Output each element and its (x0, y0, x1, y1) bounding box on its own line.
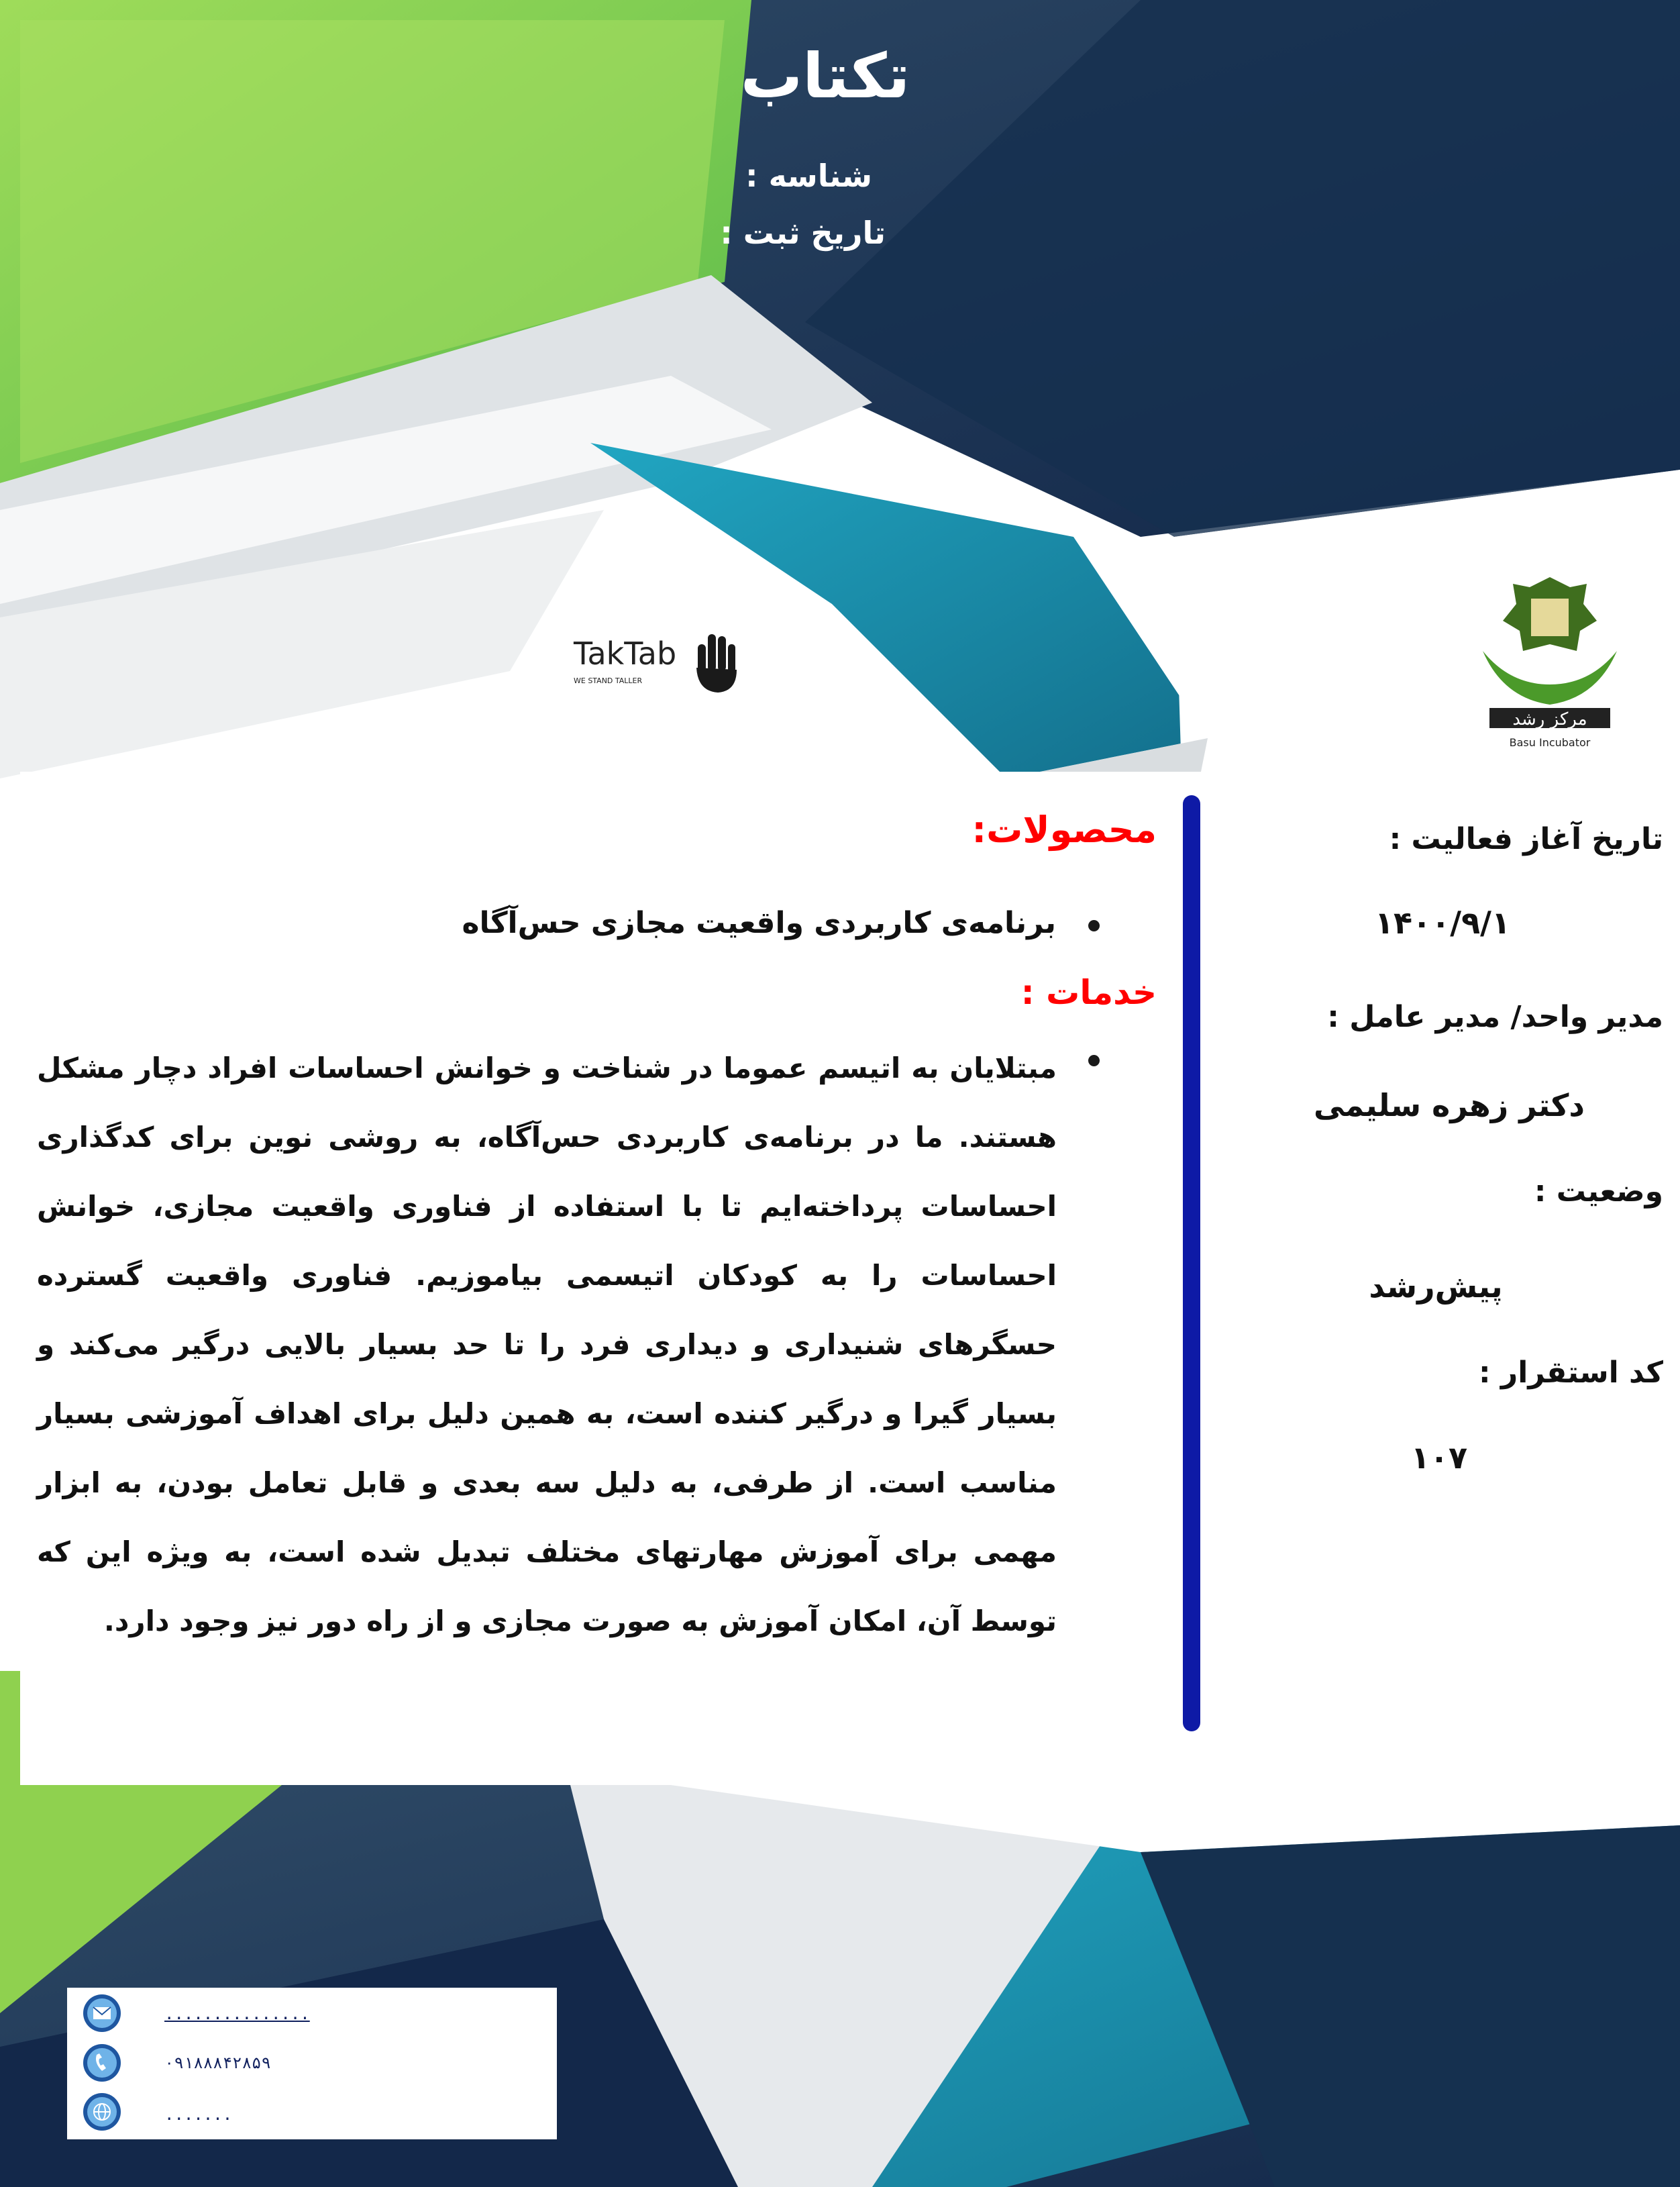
email-link[interactable]: ............... (164, 2004, 310, 2023)
taktab-wordmark: TakTab (574, 635, 677, 672)
products-heading: محصولات: (972, 809, 1157, 851)
placement-code-value: ۱۰۷ (1410, 1439, 1468, 1476)
web-icon (82, 2092, 122, 2132)
taktab-tagline: WE STAND TALLER (574, 676, 643, 685)
manager-label: مدیر واحد/ مدیر عامل : (1327, 1000, 1663, 1034)
incubator-caption: Basu Incubator (1509, 736, 1591, 749)
manager-value: دکتر زهره سلیمی (1313, 1087, 1585, 1123)
incubator-logo (1476, 570, 1624, 752)
hand-icon (696, 634, 737, 693)
registration-date-label: تاریخ ثبت : (720, 215, 886, 251)
contact-box (67, 1988, 557, 2139)
start-date-label: تاریخ آغاز فعالیت : (1389, 822, 1663, 856)
service-bullet (1088, 1055, 1100, 1066)
website-link[interactable]: ....... (164, 2105, 233, 2124)
column-divider (1183, 795, 1200, 1731)
page-title: تکتاب (740, 40, 910, 112)
services-description: مبتلایان به اتیسم عموما در شناخت و خوانش احساسات افراد دچار مشکل هستند. ما در برنامه‌ی کاربردی حس‌آگاه، به روشی نوین برای کدگذاری احساسات پرداخته‌ایم تا با استفاده از فناوری واقعیت مجازی، خوانش احساسات را به کودکان اتیسمی بیاموزیم. فناوری واقعیت گسترده حسگرهای شنیداری و دیداری فرد را تا حد بسیار بالایی درگیر می‌کند و بسیار گیرا و درگیر کننده است، به همین دلیل برای اهداف آموزشی بسیار مناسب است. از طرفی، به دلیل سه بعدی و قابل تعامل بودن، به ابزار مهمی برای آموزش مهارتهای مختلف تبدیل شده است، به ویژه این که توسط آن، امکان آموزش به صورت مجازی و از راه دور نیز وجود دارد. (37, 1052, 1057, 1637)
email-icon (82, 1993, 122, 2033)
product-item: برنامه‌ی کاربردی واقعیت مجازی حس‌آگاه (462, 906, 1056, 940)
product-bullet (1088, 920, 1100, 931)
phone-icon (82, 2043, 122, 2083)
phone-number[interactable]: ۰۹۱۸۸۸۴۲۸۵۹ (164, 2053, 271, 2072)
taktab-logo (570, 617, 745, 698)
status-value: پیش‌رشد (1369, 1268, 1503, 1305)
placement-code-label: کد استقرار : (1479, 1356, 1663, 1390)
incubator-name: مرکز رشد (1512, 709, 1587, 729)
services-heading: خدمات : (1020, 973, 1157, 1012)
status-label: وضعیت : (1534, 1174, 1663, 1209)
id-label: شناسه : (745, 158, 872, 194)
start-date-value: ۱۴۰۰/۹/۱ (1374, 905, 1511, 941)
